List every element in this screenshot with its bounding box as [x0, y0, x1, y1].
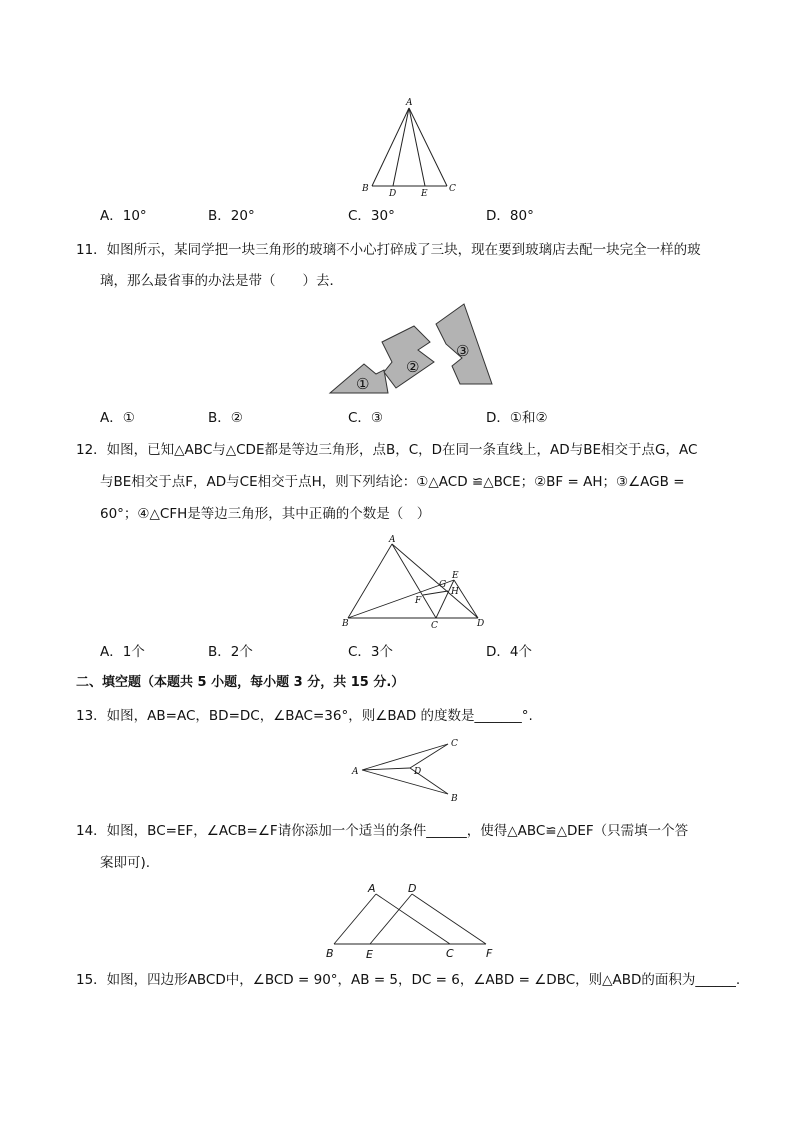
q11-piece-2-label: ② — [406, 358, 420, 376]
q14-triangles-figure — [322, 878, 502, 962]
q10-triangle-figure — [355, 94, 465, 200]
q10-label-c: C — [449, 184, 456, 194]
q12-label-b: B — [342, 619, 349, 629]
q10-label-d: D — [389, 189, 397, 199]
q14-label-f: F — [486, 947, 493, 960]
q13-label-d: D — [414, 767, 422, 777]
q11-option-a[interactable]: A．① — [100, 410, 135, 426]
q10-option-c[interactable]: C．30° — [348, 208, 395, 224]
q10-option-b[interactable]: B．20° — [208, 208, 255, 224]
q14-label-c: C — [446, 947, 454, 960]
q10-label-e: E — [421, 189, 428, 199]
q12-option-c[interactable]: C．3个 — [348, 644, 394, 660]
q12-label-c: C — [431, 621, 438, 631]
q14-label-b: B — [326, 947, 334, 960]
q12-label-h: H — [451, 587, 459, 597]
q10-label-b: B — [362, 184, 369, 194]
q13-label-c: C — [451, 739, 458, 749]
q14-label-a: A — [368, 882, 376, 895]
q14-label-d: D — [408, 882, 417, 895]
q14-text-line2: 案即可). — [100, 855, 151, 871]
q12-label-d: D — [477, 619, 485, 629]
q10-option-d[interactable]: D．80° — [486, 208, 534, 224]
q14-text-line1: 14．如图，BC=EF，∠ACB=∠F请你添加一个适当的条件______，使得△ABC≌△DEF（只需填一个答 — [76, 823, 689, 839]
q12-text-line3: 60°；④△CFH是等边三角形，其中正确的个数是（ ） — [100, 506, 431, 522]
q12-label-e: E — [452, 571, 459, 581]
q11-piece-1-label: ① — [356, 375, 370, 393]
q15-text-line1: 15．如图，四边形ABCD中，∠BCD = 90°，AB = 5，DC = 6，∠ABD = ∠DBC，则△ABD的面积为______. — [76, 972, 741, 988]
q12-option-b[interactable]: B．2个 — [208, 644, 253, 660]
q11-text-line1: 11．如图所示，某同学把一块三角形的玻璃不小心打碎成了三块，现在要到玻璃店去配一块完全一样的玻 — [76, 242, 701, 258]
q11-option-b[interactable]: B．② — [208, 410, 243, 426]
q12-option-a[interactable]: A．1个 — [100, 644, 145, 660]
q13-label-a: A — [352, 767, 359, 777]
q12-label-f: F — [415, 596, 422, 606]
q11-piece-3-label: ③ — [456, 342, 470, 360]
q11-option-c[interactable]: C．③ — [348, 410, 384, 426]
q11-broken-glass-figure — [326, 300, 496, 396]
q12-label-g: G — [439, 580, 447, 590]
q12-equilateral-triangles-figure — [336, 532, 496, 632]
q13-text-line1: 13．如图，AB=AC，BD=DC，∠BAC=36°，则∠BAD 的度数是_______°. — [76, 708, 533, 724]
q12-text-line2: 与BE相交于点F，AD与CE相交于点H，则下列结论：①△ACD ≌△BCE；②BF = AH；③∠AGB = — [100, 474, 685, 490]
q13-kite-figure — [348, 732, 468, 806]
q10-label-a: A — [406, 98, 413, 108]
q12-option-d[interactable]: D．4个 — [486, 644, 532, 660]
section2-title: 二、填空题（本题共 5 小题，每小题 3 分，共 15 分.） — [76, 675, 405, 690]
q14-label-e: E — [366, 948, 373, 961]
q12-text-line1: 12．如图，已知△ABC与△CDE都是等边三角形，点B，C，D在同一条直线上，AD与BE相交于点G，AC — [76, 442, 698, 458]
q10-option-a[interactable]: A．10° — [100, 208, 147, 224]
q12-label-a: A — [389, 535, 396, 545]
q13-label-b: B — [451, 794, 458, 804]
q11-option-d[interactable]: D．①和② — [486, 410, 548, 426]
q11-text-line2: 璃，那么最省事的办法是带（ ）去． — [100, 273, 343, 289]
